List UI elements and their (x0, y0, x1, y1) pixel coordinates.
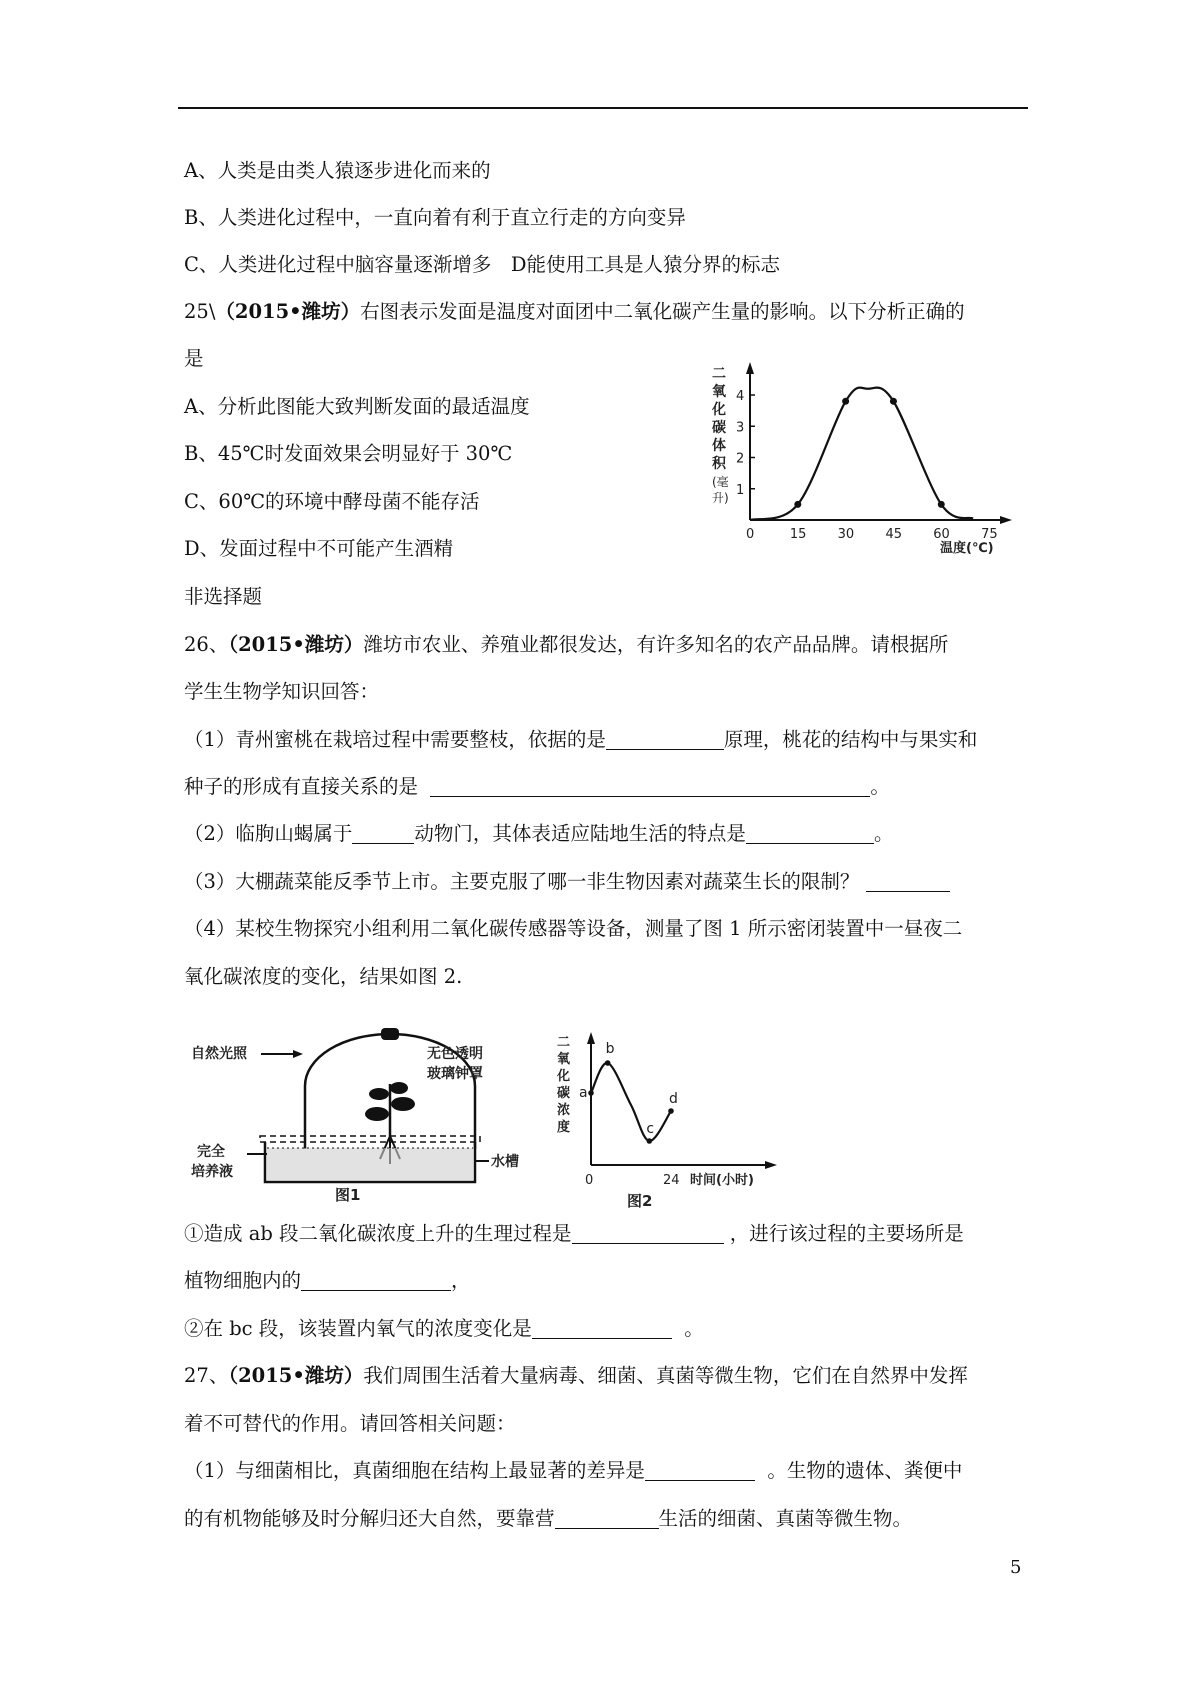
header-rule (178, 107, 1028, 109)
q26-part3: （3）大棚蔬菜能反季节上市。主要克服了哪一非生物因素对蔬菜生长的限制？ (184, 869, 950, 895)
chart25-series-line (750, 388, 973, 520)
q26-stem-cont: 学生生物学知识回答： (184, 680, 380, 703)
chart25-y-arrow (746, 362, 754, 374)
chart25-xtick: 30 (837, 527, 855, 542)
q26-part2: （2）临朐山蝎属于 动物门，其体表适应陆地生活的特点是 。 (184, 822, 894, 845)
fig1-label-tank: 水槽 (491, 1154, 519, 1170)
svg-text:二: 二 (557, 1035, 571, 1050)
chart2-data-point (668, 1108, 674, 1114)
q27-stem (184, 1363, 968, 1389)
svg-text:化: 化 (557, 1069, 571, 1084)
q26-part4-cont: 氧化碳浓度的变化，结果如图 2. (184, 965, 463, 988)
chart25-data-point (890, 398, 897, 405)
q24-option-a: A、人类是由类人猿逐步进化而来的 (184, 159, 491, 182)
chart25-xtick: 45 (885, 527, 902, 542)
svg-text:度: 度 (557, 1120, 571, 1135)
figure1-apparatus (185, 1024, 525, 1204)
q25-option-c: C、60℃的环境中酵母菌不能存活 (184, 490, 480, 513)
chart2-data-point (588, 1090, 594, 1096)
fig2-caption: 图2 (627, 1192, 653, 1210)
chart25-ylabel (711, 366, 729, 505)
q25-option-d: D、发面过程中不可能产生酒精 (184, 537, 454, 560)
chart25-xtick: 0 (746, 527, 755, 542)
q27-number: 27、 (184, 1364, 229, 1387)
chart25-ytick: 2 (736, 451, 745, 467)
chart2-point-label: a (579, 1085, 588, 1101)
q27-part1: （1）与细菌相比，真菌细胞在结构上最显著的差异是 。生物的遗体、粪便中 (184, 1459, 963, 1482)
fig1-label-bell-1: 无色透明 (427, 1046, 483, 1062)
chart25-ytick: 1 (736, 482, 745, 498)
q26-number: 26、 (184, 633, 229, 656)
chart25-x-arrow (1000, 516, 1012, 524)
fig1-label-bell-2: 玻璃钟罩 (427, 1066, 483, 1082)
chart2-point-label: b (605, 1041, 615, 1057)
q26-sub2: ②在 bc 段，该装置内氧气的浓度变化是 。 (184, 1317, 704, 1340)
chart2-data-point (605, 1060, 611, 1066)
fig1-caption: 图1 (335, 1186, 361, 1204)
q27-text: 我们周围生活着大量病毒、细菌、真菌等微生物，它们在自然界中发挥 (363, 1364, 968, 1387)
chart25-xlabel: 温度(℃) (940, 541, 994, 556)
answer-blank[interactable] (430, 776, 870, 797)
svg-text:碳: 碳 (712, 420, 726, 436)
answer-blank[interactable] (572, 1223, 724, 1244)
svg-text:二: 二 (712, 366, 726, 382)
chart2-xlabel: 时间(小时) (690, 1173, 754, 1188)
q25-text: 右图表示发面是温度对面团中二氧化碳产生量的影响。以下分析正确的 (360, 300, 965, 323)
figure2-co2-chart (555, 1030, 855, 1210)
chart2-series-line (591, 1063, 671, 1141)
q27-source: （2015•潍坊） (228, 1364, 364, 1387)
section-title: 非选择题 (184, 585, 263, 608)
answer-blank[interactable] (352, 823, 414, 844)
fig1-label-light: 自然光照 (191, 1046, 247, 1062)
chart2-point-label: d (669, 1091, 678, 1107)
q26-sub1: ①造成 ab 段二氧化碳浓度上升的生理过程是 ，进行该过程的主要场所是 (184, 1222, 964, 1245)
q26-part1: （1）青州蜜桃在栽培过程中需要整枝，依据的是 原理，桃花的结构中与果实和 (184, 728, 978, 751)
chart25-ytick: 4 (736, 389, 745, 404)
answer-blank[interactable] (606, 729, 724, 750)
chart2-point-label: c (646, 1121, 655, 1137)
q26-part4: （4）某校生物探究小组利用二氧化碳传感器等设备，测量了图 1 所示密闭装置中一昼夜二 (184, 917, 963, 940)
svg-text:体: 体 (712, 438, 726, 454)
svg-text:积: 积 (712, 456, 726, 472)
svg-text:氧: 氧 (557, 1052, 571, 1067)
svg-text:升): 升) (712, 491, 729, 505)
chart25-xtick: 75 (981, 527, 998, 542)
chart25-data-point (794, 501, 801, 508)
svg-text:氧: 氧 (712, 384, 726, 400)
q25-source: （2015•潍坊） (215, 300, 361, 323)
chart2-xtick-0: 0 (585, 1173, 594, 1188)
fig1-label-solution-1: 完全 (197, 1144, 225, 1160)
answer-blank[interactable] (301, 1270, 451, 1291)
answer-blank[interactable] (532, 1318, 672, 1339)
svg-text:化: 化 (712, 402, 726, 418)
svg-text:浓: 浓 (557, 1103, 571, 1118)
q26-part1-cont: 种子的形成有直接关系的是 。 (184, 775, 890, 798)
fig1-label-solution-2: 培养液 (191, 1164, 233, 1180)
page-number: 5 (1010, 1557, 1022, 1578)
svg-text:碳: 碳 (557, 1086, 571, 1101)
answer-blank[interactable] (645, 1460, 755, 1481)
q26-stem (184, 632, 948, 658)
chart25-xtick: 15 (789, 527, 807, 542)
q25-number: 25\ (184, 300, 216, 323)
q26-sub1-cont: 植物细胞内的 ， (184, 1269, 471, 1292)
chart25-data-point (842, 398, 849, 405)
svg-text:(毫: (毫 (712, 475, 729, 489)
answer-blank[interactable] (746, 823, 874, 844)
chart25-ytick: 3 (736, 420, 745, 436)
chart2-xtick-24: 24 (663, 1173, 680, 1188)
q24-option-b: B、人类进化过程中，一直向着有利于直立行走的方向变异 (184, 206, 686, 229)
q26-text: 潍坊市农业、养殖业都很发达，有许多知名的农产品品牌。请根据所 (363, 633, 949, 656)
chart25-data-point (938, 501, 945, 508)
q27-part1-cont: 的有机物能够及时分解归还大自然，要靠营 生活的细菌、真菌等微生物。 (184, 1507, 913, 1530)
q25-stem (184, 299, 965, 325)
answer-blank[interactable] (866, 871, 950, 892)
answer-blank[interactable] (555, 1508, 659, 1529)
q25-stem-cont: 是 (184, 347, 204, 370)
chart2-data-point (647, 1138, 653, 1144)
chart2-ylabel (556, 1035, 571, 1135)
q25-option-a: A、分析此图能大致判断发面的最适温度 (184, 395, 530, 418)
temperature-co2-chart (700, 360, 1020, 560)
q27-stem-cont: 着不可替代的作用。请回答相关问题： (184, 1412, 516, 1435)
q24-option-c: C、人类进化过程中脑容量逐渐增多 D能使用工具是人猿分界的标志 (184, 253, 781, 276)
q25-option-b: B、45℃时发面效果会明显好于 30℃ (184, 442, 513, 465)
chart25-xtick: 60 (933, 527, 950, 542)
q26-source: （2015•潍坊） (228, 633, 364, 656)
